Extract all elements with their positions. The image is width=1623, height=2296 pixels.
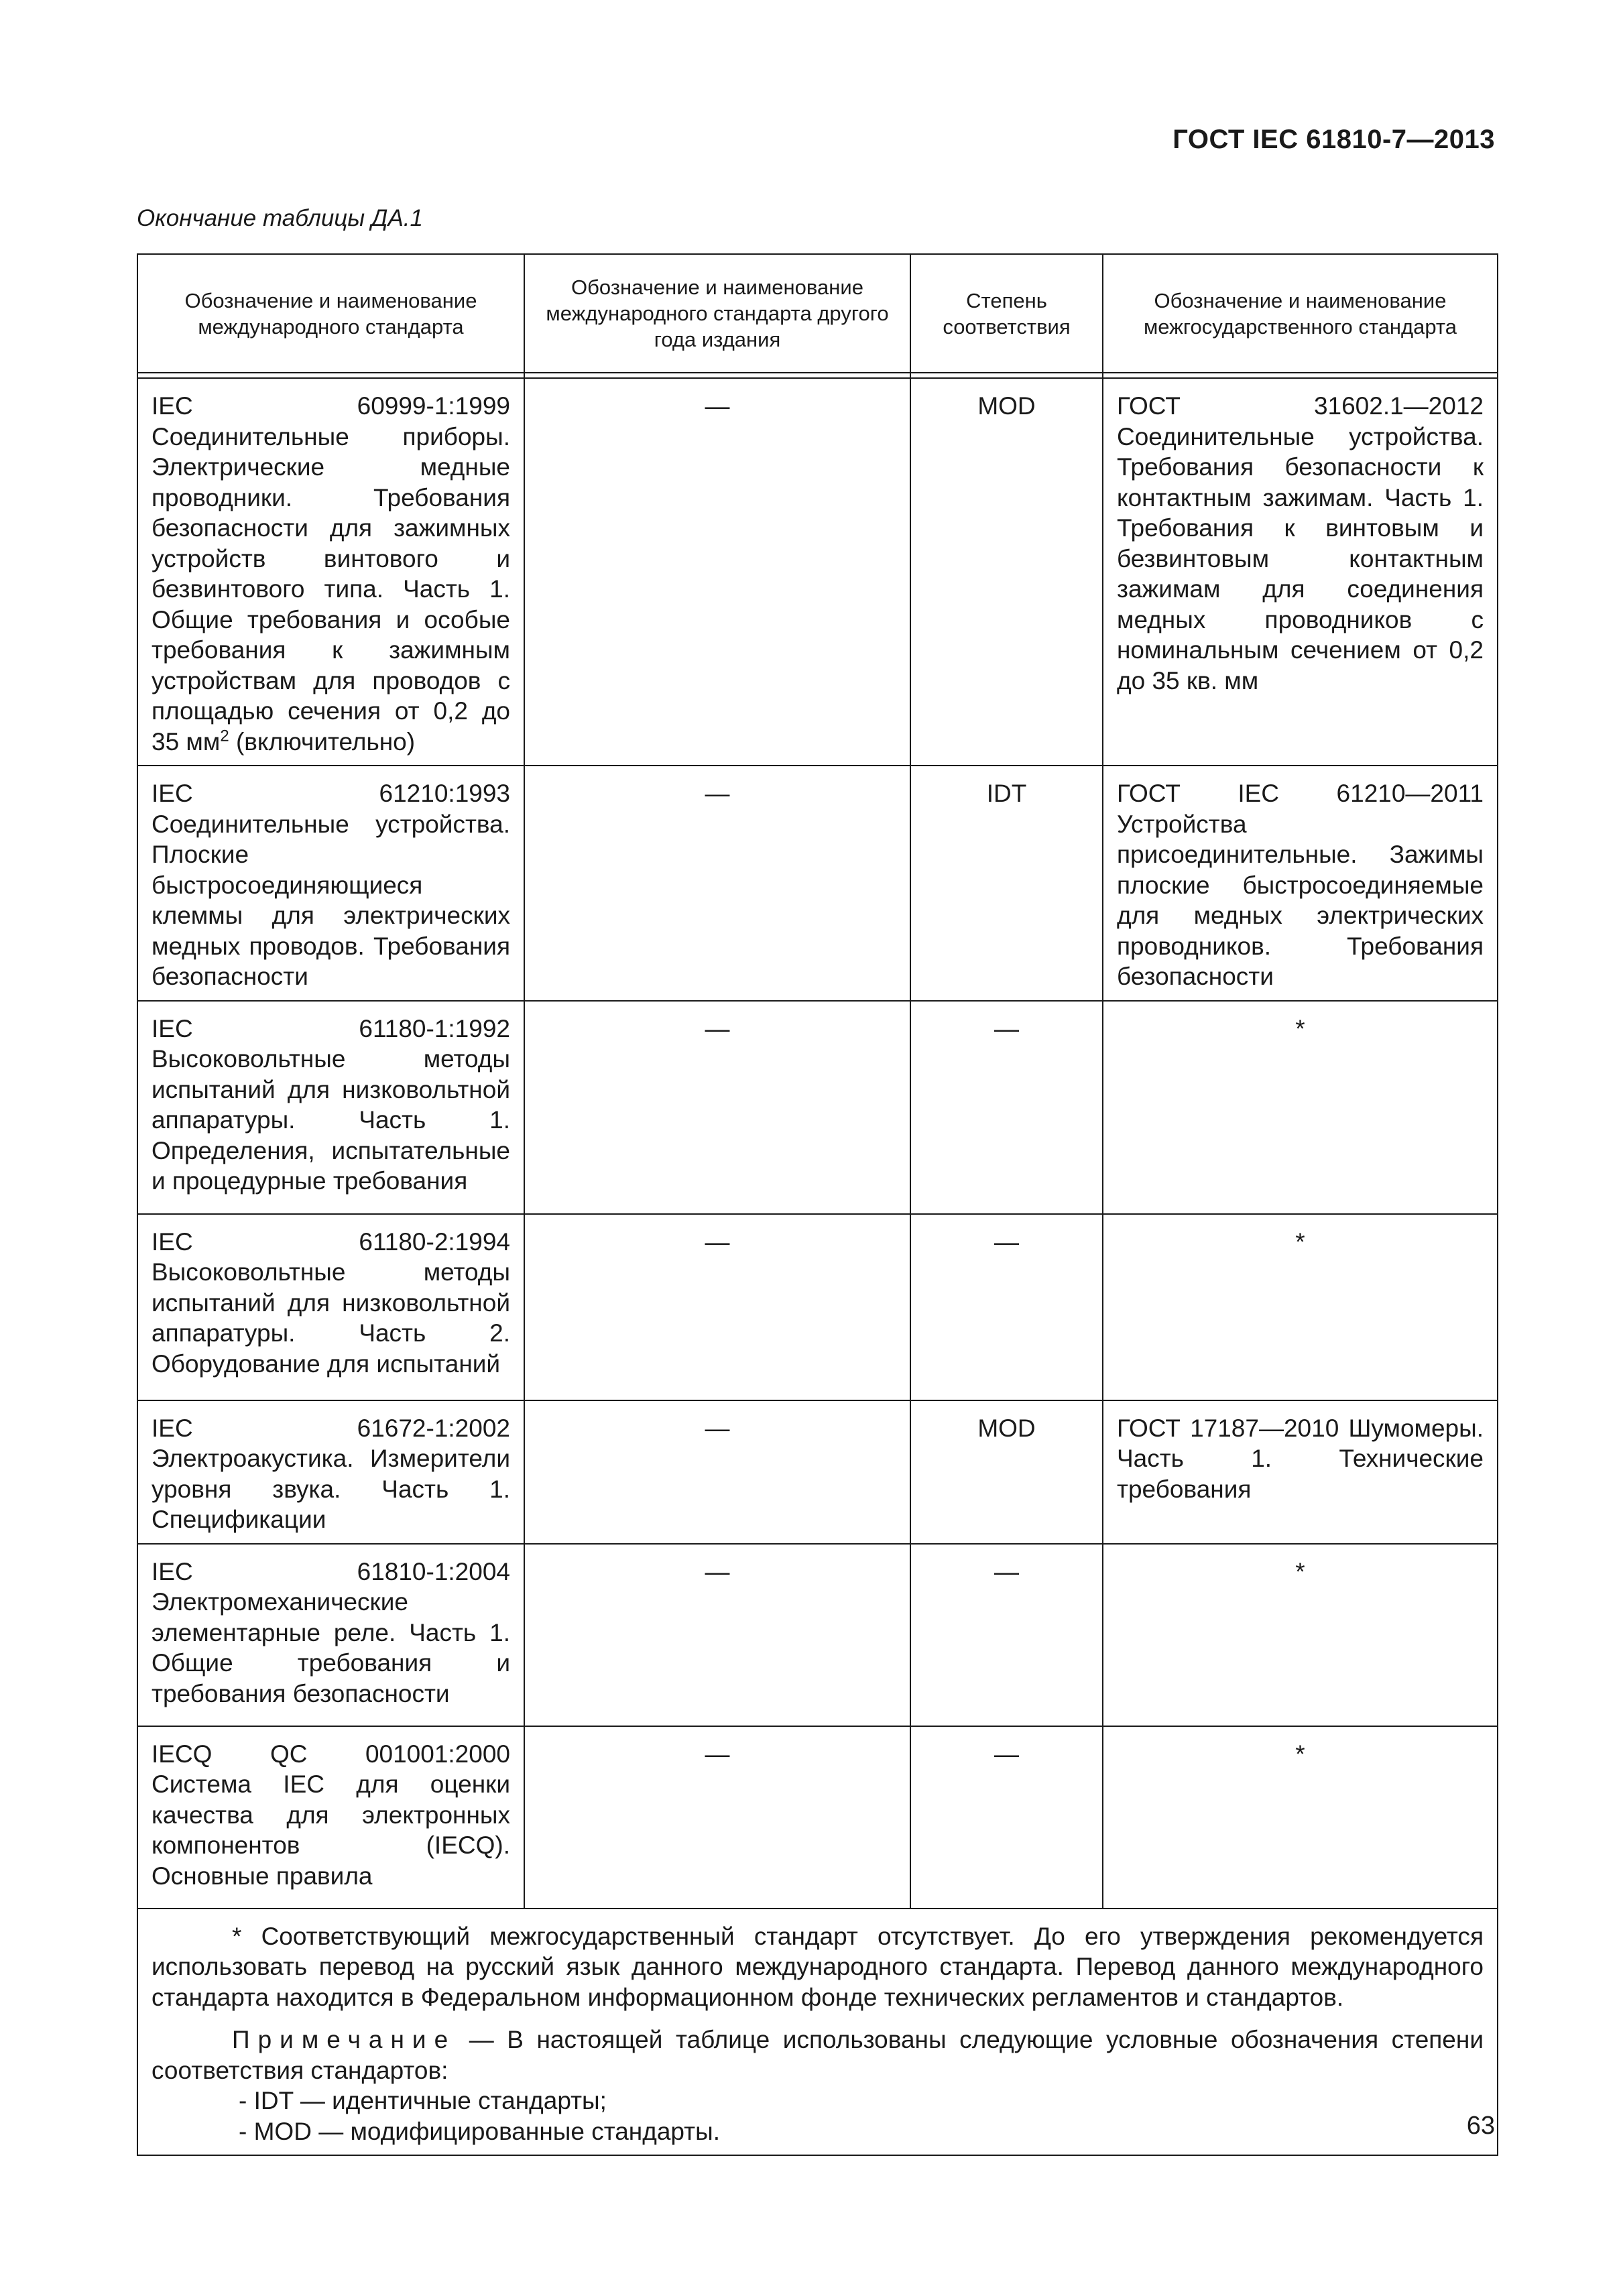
interstate-standard-cell: *	[1103, 1001, 1498, 1214]
other-year-standard-cell: —	[524, 378, 910, 766]
table-row	[137, 378, 1498, 766]
interstate-standard-cell: *	[1103, 1726, 1498, 1909]
degree-cell: —	[910, 1726, 1103, 1909]
header-other-year-standard: Обозначение и наименование международного стандарта другого года издания	[524, 254, 910, 373]
header-double-rule	[137, 373, 1498, 378]
table-notes	[137, 1909, 1498, 2156]
table-caption: Окончание таблицы ДА.1	[137, 205, 423, 231]
other-year-standard-cell: —	[524, 1544, 910, 1726]
note-text: — В настоящей таблице использованы следующие условные обозначения степени соответствия стандартов:	[152, 2026, 1484, 2084]
interstate-standard-cell: ГОСТ 17187—2010 Шумомеры. Часть 1. Технические требования	[1103, 1400, 1498, 1544]
international-standard-cell: IEC 61810-1:2004 Электромеханические элементарные реле. Часть 1. Общие требования и требования безопасности	[137, 1544, 524, 1726]
page-number: 63	[1466, 2112, 1495, 2140]
table-row	[137, 1214, 1498, 1400]
degree-cell: MOD	[910, 1400, 1103, 1544]
table-header-row	[137, 254, 1498, 373]
footnote: * Соответствующий межгосударственный стандарт отсутствует. До его утверждения рекомендуется использовать перевод на русский язык данного международного стандарта. Перевод данного международного стандарта находится в Федеральном информационном фонде технических регламентов и стандартов.	[152, 1922, 1484, 2011]
note-item-mod: - MOD — модифицированные стандарты.	[239, 2117, 720, 2145]
note-label: Примечание	[232, 2026, 457, 2053]
international-standard-cell: IEC 61210:1993 Соединительные устройства. Плоские быстросоединяющиеся клеммы для электрических медных проводов. Требования безопасности	[137, 766, 524, 1001]
note-item-idt: - IDT — идентичные стандарты;	[239, 2087, 607, 2114]
international-standard-cell: IEC 61180-1:1992 Высоковольтные методы испытаний для низковольтной аппаратуры. Часть 1. Определения, испытательные и процедурные требования	[137, 1001, 524, 1214]
interstate-standard-cell: *	[1103, 1544, 1498, 1726]
international-standard-cell: IEC 60999-1:1999 Соединительные приборы. Электрические медные проводники. Требования безопасности для зажимных устройств винтового и безвинтового типа. Часть 1. Общие требования и особые требования к зажимным устройствам для проводов с площадью сечения от 0,2 до 35 $мм^2$ (включительно)	[137, 378, 524, 766]
table-footer-row	[137, 1909, 1498, 2156]
other-year-standard-cell: —	[524, 1726, 910, 1909]
interstate-standard-cell: ГОСТ 31602.1—2012 Соединительные устройства. Требования безопасности к контактным зажимам. Часть 1. Требования к винтовым и безвинтовым контактным зажимам для соединения медных проводников с номинальным сечением от 0,2 до 35 кв. мм	[1103, 378, 1498, 766]
interstate-standard-cell: *	[1103, 1214, 1498, 1400]
other-year-standard-cell: —	[524, 1214, 910, 1400]
header-international-standard: Обозначение и наименование международного стандарта	[137, 254, 524, 373]
table-row	[137, 1544, 1498, 1726]
degree-cell: —	[910, 1001, 1103, 1214]
table-row	[137, 1001, 1498, 1214]
interstate-standard-cell: ГОСТ IEC 61210—2011 Устройства присоединительные. Зажимы плоские быстросоединяемые для медных электрических проводников. Требования безопасности	[1103, 766, 1498, 1001]
table-row	[137, 766, 1498, 1001]
table-row	[137, 1726, 1498, 1909]
standards-table	[137, 253, 1498, 2156]
other-year-standard-cell: —	[524, 1400, 910, 1544]
degree-cell: —	[910, 1544, 1103, 1726]
international-standard-cell: IEC 61180-2:1994 Высоковольтные методы испытаний для низковольтной аппаратуры. Часть 2. Оборудование для испытаний	[137, 1214, 524, 1400]
other-year-standard-cell: —	[524, 766, 910, 1001]
international-standard-cell: IECQ QC 001001:2000 Система IEC для оценки качества для электронных компонентов (IECQ). Основные правила	[137, 1726, 524, 1909]
degree-cell: IDT	[910, 766, 1103, 1001]
table-row	[137, 1400, 1498, 1544]
degree-cell: MOD	[910, 378, 1103, 766]
header-interstate-standard: Обозначение и наименование межгосударственного стандарта	[1103, 254, 1498, 373]
document-code: ГОСТ IEC 61810-7—2013	[1173, 125, 1495, 154]
international-standard-cell: IEC 61672-1:2002 Электроакустика. Измерители уровня звука. Часть 1. Спецификации	[137, 1400, 524, 1544]
header-degree-of-conformity: Степень соответствия	[910, 254, 1103, 373]
note	[152, 2025, 1484, 2086]
other-year-standard-cell: —	[524, 1001, 910, 1214]
degree-cell: —	[910, 1214, 1103, 1400]
